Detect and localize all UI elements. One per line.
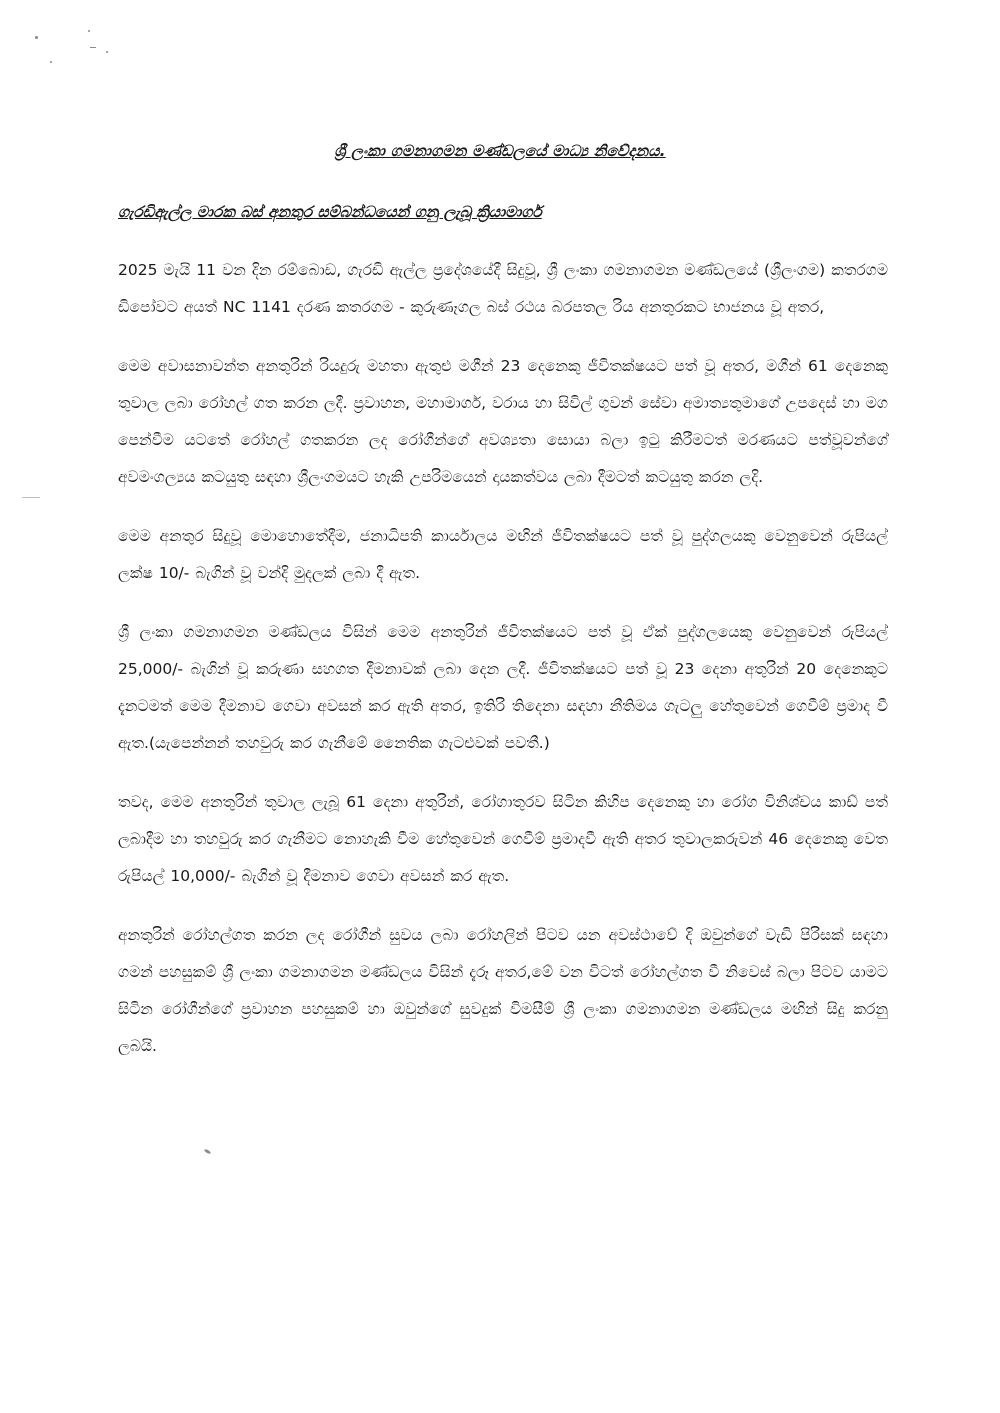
scan-speck <box>50 61 52 63</box>
document-body <box>118 252 888 1087</box>
paragraph-5: තවද, මෙම අනතුරින් තුවාල ලැබූ 61 දෙනා අතුරින්, රෝගාතුරව සිටින කිහිප දෙනෙකු හා රෝග විනිශ්චය කාඩ් පත් ලබාදීම හා තහවුරු කර ගැනීමට නොහැකි වීම හේතුවෙන් ගෙවීම් ප්‍රමාදවී ඇති අතර තුවාලකරුවන් 46 දෙනෙකු වෙත රුපියල් 10,000/- බැගින් වූ දීමනාව ගෙවා අවසන් කර ඇත. <box>118 793 888 885</box>
scan-speck <box>35 36 38 39</box>
paragraph-2: මෙම අවාසනාවන්ත අනතුරින් රියදුරු මහතා ඇතුළු මගීන් 23 දෙනෙකු ජීවිතක්ෂයට පත් වූ අතර, මගීන් 61 දෙනෙකු තුවාල ලබා රෝහල් ගත කරන ලදී. ප්‍රවාහන, මහාමාර්ග, වරාය හා සිවිල් ගුවන් සේවා අමාත්‍යතුමාගේ උපදෙස් හා මග පෙන්වීම යටතේ රෝහල් ගතකරන ලද රෝගීන්ගේ අවශ්‍යතා සොයා බලා ඉටු කිරීමටත් මරණයට පත්වූවන්ගේ අවමංගල්‍යය කටයුතු සඳහා ශ්‍රීලංගමයට හැකි උපරිමයෙන් දායකත්වය ලබා දීමටත් කටයුතු කරන ලදි. <box>118 357 888 486</box>
scan-mark <box>22 497 40 498</box>
scan-speck <box>106 51 108 53</box>
paragraph-4: ශ්‍රී ලංකා ගමනාගමන මණ්ඩලය විසින් මෙම අනතුරින් ජීවිතක්ෂයට පත් වූ ඒක් පුද්ගලයෙකු වෙනුවෙන් රුපියල් 25,000/- බැගින් වූ කරුණා සහගත දීමනාවක් ලබා දෙන ලදී. ජීවිතක්ෂයට පත් වූ 23 දෙනා අතුරින් 20 දෙනෙකුට දැනටමත් මෙම දීමනාව ගෙවා අවසන් කර ඇති අතර, ඉතිරි තිදෙනා සඳහා නීතිමය ගැටලු හේතුවෙන් ගෙවීම් ප්‍රමාද වී ඇත.(යැපෙන්නන් තහවුරු කර ගැනීමේ නෛතික ගැටළුවක් පවතී.) <box>118 623 888 752</box>
paragraph-3: මෙම අනතුර සිදුවූ මොහොතේදීම, ජනාධිපති කාර්යාලය මඟින් ජීවිතක්ෂයට පත් වූ පුද්ගලයකු වෙනුවෙන් රුපියල් ලක්ෂ 10/- බැගින් වූ වන්දි මුදලක් ලබා දී ඇත. <box>118 527 888 582</box>
document-subtitle: ගැරඩිඇල්ල මාරක බස් අනතුර සම්බන්ධයෙන් ගනු ලැබූ ක්‍රියාමාර්ග <box>118 203 542 221</box>
scan-speck <box>90 47 96 48</box>
scan-speck <box>204 1148 212 1154</box>
paragraph-1: 2025 මැයි 11 වන දින රම්බොඩ, ගැරඩි ඇල්ල ප්‍රදේශයේදී සිදුවූ, ශ්‍රී ලංකා ගමනාගමන මණ්ඩලයේ (ශ්‍රීලංගම) කතරගම ඩිපෝවට අයත් NC 1141 දරණ කතරගම - කුරුණෑගල බස් රථය බරපතල රිය අනතුරකට භාජනය වූ අතර, <box>118 261 888 316</box>
scan-speck <box>88 30 90 32</box>
document-title: ශ්‍රී ලංකා ගමනාගමන මණ්ඩලයේ මාධ්‍ය නිවේදනය. <box>334 142 666 160</box>
paragraph-6: අනතුරින් රෝහල්ගත කරන ලද රෝගීන් සුවය ලබා රෝහලින් පිටව යන අවස්ථාවේ දි ඔවුන්ගේ වැඩි පිරිසක් සඳහා ගමන් පහසුකම් ශ්‍රී ලංකා ගමනාගමන මණ්ඩලය විසින් දැරූ අතර,මේ වන විටත් රෝහල්ගත වී නිවෙස් බලා පිටව යාමට සිටින රෝගීන්ගේ ප්‍රවාහන පහසුකම් හා ඔවුන්ගේ සුවදුක් විමසීම් ශ්‍රී ලංකා ගමනාගමන මණ්ඩලය මඟින් සිදු කරනු ලබයි. <box>118 926 888 1055</box>
